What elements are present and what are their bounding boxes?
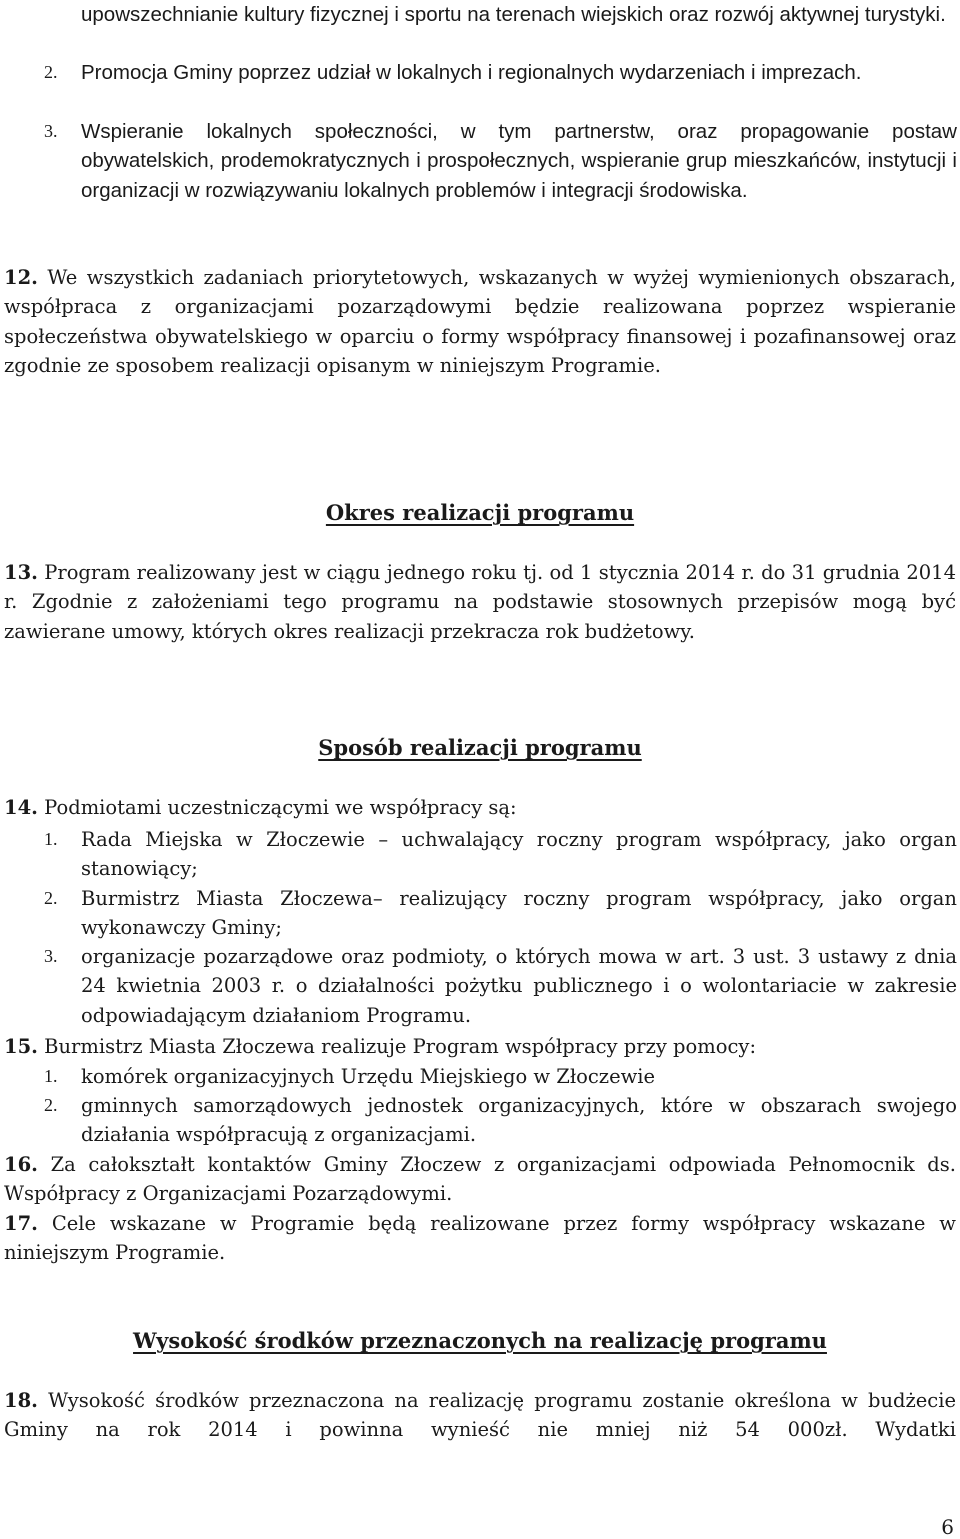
paragraph-18	[4, 1386, 956, 1445]
paragraph-13	[4, 558, 956, 646]
section-heading-sposob: Sposób realizacji programu	[318, 735, 642, 760]
paragraph-number: 14.	[4, 796, 38, 819]
paragraph-text: Cele wskazane w Programie będą realizowane przez formy współpracy wskazane w niniejszym Programie.	[4, 1212, 957, 1265]
page-number: 6	[941, 1515, 954, 1539]
paragraph-number: 16.	[4, 1153, 38, 1176]
paragraph-17	[4, 1209, 956, 1268]
list-item-number: 2.	[44, 1095, 58, 1115]
paragraph-text: Wysokość środków przeznaczona na realizację programu zostanie określona w budżecie Gminy na rok 2014 i powinna wynieść nie mniej niż 54 000zł. Wydatki	[4, 1389, 956, 1442]
section-heading-wysokosc: Wysokość środków przeznaczonych na realizację programu	[133, 1328, 827, 1353]
paragraph-15	[4, 1032, 956, 1061]
paragraph-number: 12.	[4, 266, 38, 289]
paragraph-number: 13.	[4, 561, 38, 584]
list-item-number: 2.	[44, 888, 58, 908]
list-item-text: gminnych samorządowych jednostek organizacyjnych, które w obszarach swojego działania współpracują z organizacjami.	[81, 1094, 957, 1147]
list-item-text: Rada Miejska w Złoczewie – uchwalający roczny program współpracy, jako organ stanowiący;	[81, 828, 957, 881]
list-item-number: 1.	[44, 829, 58, 849]
list-item-number: 1.	[44, 1066, 58, 1086]
paragraph-number: 17.	[4, 1212, 38, 1235]
section-heading-okres: Okres realizacji programu	[325, 500, 635, 525]
list-item-text: Promocja Gminy poprzez udział w lokalnych i regionalnych wydarzeniach i imprezach.	[81, 61, 862, 84]
paragraph-text: Podmiotami uczestniczącymi we współpracy są:	[44, 796, 517, 819]
paragraph-text: We wszystkich zadaniach priorytetowych, wskazanych w wyżej wymienionych obszarach, współpraca z organizacjami pozarządowymi będzie realizowana poprzez wspieranie społeczeństwa obywatelskiego w oparciu o formy współpracy finansowej i pozafinansowej oraz zgodnie ze sposobem realizacji opisanym w niniejszym Programie.	[4, 266, 957, 377]
paragraph-text: Za całokształt kontaktów Gminy Złoczew z organizacjami odpowiada Pełnomocnik ds. Współpracy z Organizacjami Pozarządowymi.	[4, 1153, 956, 1206]
list-item-text: organizacje pozarządowe oraz podmioty, o których mowa w art. 3 ust. 3 ustawy z dnia 24 kwietnia 2003 r. o działalności pożytku publicznego i o wolontariacie w zakresie odpowiadającym działaniom Programu.	[81, 945, 957, 1027]
paragraph-text: Program realizowany jest w ciągu jednego roku tj. od 1 stycznia 2014 r. do 31 grudnia 2014 r. Zgodnie z założeniami tego programu na podstawie stosownych przepisów mogą być zawierane umowy, których okres realizacji przekracza rok budżetowy.	[4, 561, 956, 643]
list-item-number: 3.	[44, 121, 58, 141]
paragraph-14	[4, 793, 956, 822]
paragraph-12	[4, 263, 956, 380]
paragraph-number: 15.	[4, 1035, 38, 1058]
paragraph-text: Burmistrz Miasta Złoczewa realizuje Program współpracy przy pomocy:	[44, 1035, 757, 1058]
paragraph-16	[4, 1150, 956, 1209]
list-item-number: 2.	[44, 62, 58, 82]
list-item-text: Wspieranie lokalnych społeczności, w tym partnerstw, oraz propagowanie postaw obywatelskich, prodemokratycznych i prospołecznych, wspieranie grup mieszkańców, instytucji i organizacji w rozwiązywaniu lokalnych problemów i integracji środowiska.	[81, 120, 957, 202]
list-item-text: Burmistrz Miasta Złoczewa– realizujący roczny program współpracy, jako organ wykonawczy Gminy;	[81, 887, 957, 940]
list-item-number: 3.	[44, 946, 58, 966]
list-item-continuation: upowszechnianie kultury fizycznej i sportu na terenach wiejskich oraz rozwój aktywnej turystyki.	[81, 3, 946, 26]
paragraph-number: 18.	[4, 1389, 38, 1412]
list-item-text: komórek organizacyjnych Urzędu Miejskiego w Złoczewie	[81, 1065, 656, 1088]
